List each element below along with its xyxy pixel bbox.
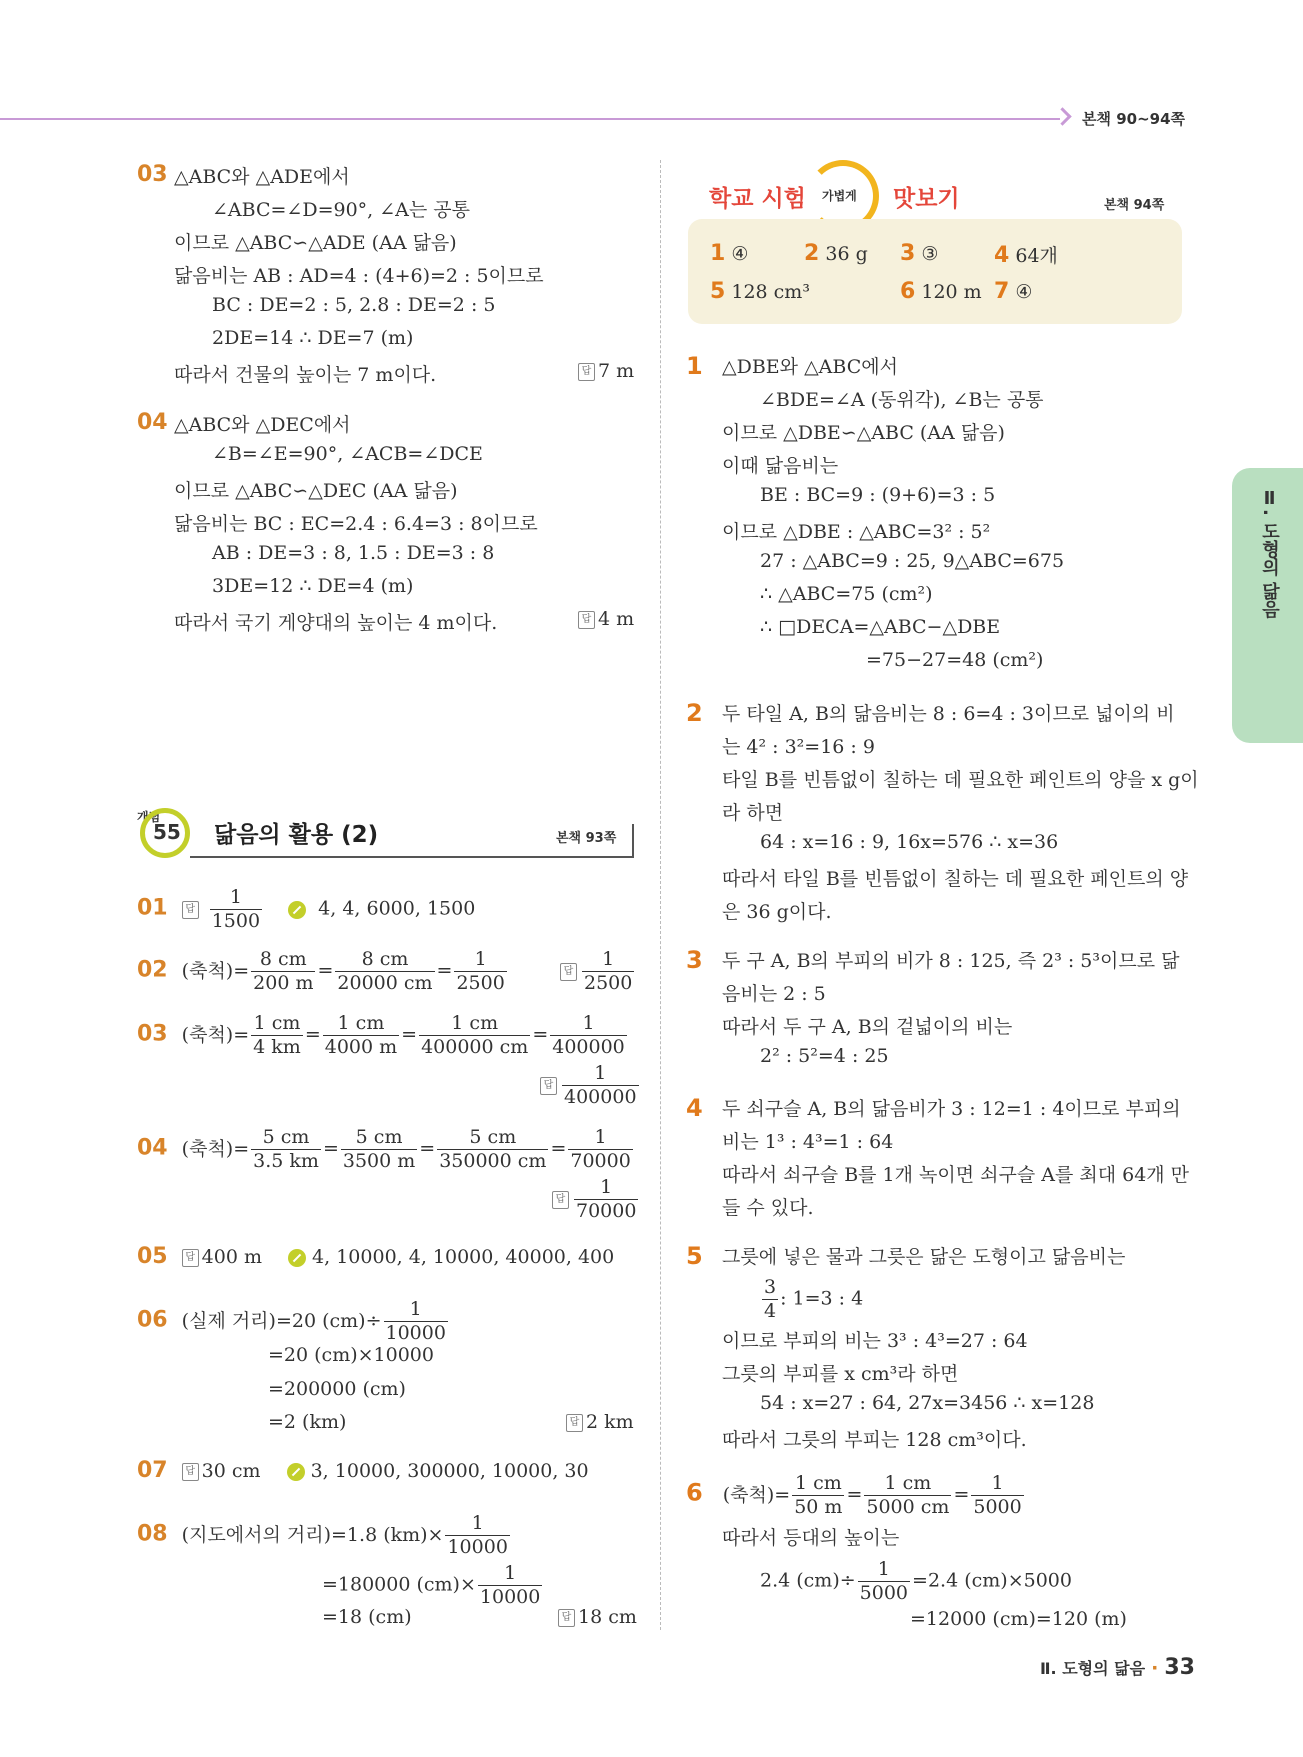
answer-icon: 답 [558,1609,575,1627]
problem-number: 01 [137,895,168,921]
answer-icon: 답 [182,1249,199,1267]
problem-number: 1 [686,352,703,380]
answer: 답 2 km [566,1411,634,1433]
answer-icon: 답 [182,901,199,919]
answer-icon: 답 [578,611,595,629]
question-07: 07 답 30 cm 3, 10000, 300000, 10000, 30 [137,1458,589,1483]
problem-number: 2 [686,699,703,727]
text-line: △ABC와 △ADE에서 [174,166,350,188]
answer: 답 $\frac{1}{2500}$ [560,950,636,993]
text-line: 따라서 건물의 높이는 7 m이다. [174,364,437,386]
problem-number: 06 [137,1307,168,1333]
question-03: 03 (축척)= $\frac{1 cm}{4 km}$ = $\frac{1 cm}{4000 m}$ = $\frac{1 cm}{400000 cm}$ = $\frac{1}{400000}$ [137,1012,625,1058]
question-02: 02 (축척)= $\frac{8 cm}{200 m}$ = $\frac{8 cm}{20000 cm}$ = $\frac{1}{2500}$ [137,948,505,994]
hint-text: 4, 4, 6000, 1500 [318,897,476,920]
section-bracket [632,824,634,858]
problem-number: 08 [137,1521,168,1547]
problem-number: 03 [137,1021,168,1047]
problem-number: 6 [686,1478,703,1507]
chevron-right-icon [1053,107,1071,125]
column-divider [660,160,661,1630]
answer-icon: 답 [182,1463,199,1481]
header-rule [0,118,1060,120]
text-line: 2DE=14 ∴ DE=7 (m) [212,327,414,349]
text-line: 따라서 국기 게양대의 높이는 4 m이다. [174,612,498,634]
answer: 답 $\frac{1}{70000}$ [552,1178,640,1221]
text-line: 닮음비는 BC : EC=2.4 : 6.4=3 : 8이므로 [174,513,538,535]
answer-icon: 답 [560,963,577,981]
side-tab-label: Ⅱ. 도형의 닮음 [1259,488,1280,619]
footer-bullet: · [1151,1657,1159,1679]
text-line: AB : DE=3 : 8, 1.5 : DE=3 : 8 [212,542,495,564]
pencil-icon [288,901,306,919]
quiz-title-b: 가볍게 [822,189,857,203]
text-line: ∠ABC=∠D=90°, ∠A는 공통 [212,199,470,221]
problem-number: 05 [137,1244,168,1269]
quiz-title-c: 맛보기 [893,186,960,212]
pencil-icon [287,1463,305,1481]
text-line: 이므로 △ABC∽△DEC (AA 닮음) [174,480,458,502]
problem-number: 07 [137,1458,168,1483]
question-01 [137,888,475,931]
section-number: 55 [153,820,181,844]
question-05: 05 답 400 m 4, 10000, 4, 10000, 40000, 400 [137,1244,615,1269]
text-line: 닮음비는 AB : AD=4 : (4+6)=2 : 5이므로 [174,265,544,287]
text-line: 3DE=12 ∴ DE=4 (m) [212,575,414,597]
pencil-icon [288,1249,306,1267]
footer [1040,1655,1195,1680]
section-label: 개념 [137,810,161,824]
text-line: △ABC와 △DEC에서 [174,414,351,436]
section-underline [190,856,632,858]
problem-number: 03 [137,162,168,187]
answer-icon: 답 [540,1077,557,1095]
answer-box: 1 ④ 2 36 g 3 ③ 4 64개 5 128 cm³ 6 120 m 7 ④ [688,219,1182,324]
section-title: 닮음의 활용 (2) [214,822,379,848]
problem-number: 04 [137,410,168,435]
problem-number: 02 [137,957,168,983]
question-04: 04 (축척)= $\frac{5 cm}{3.5 km}$ = $\frac{5 cm}{3500 m}$ = $\frac{5 cm}{350000 cm}$ = $\frac{1}{70000}$ [137,1126,631,1172]
answer-icon: 답 [578,363,595,381]
answer: 답 18 cm [558,1606,637,1628]
answer-icon: 답 [552,1191,569,1209]
problem-number: 5 [686,1242,703,1270]
problem-number: 3 [686,946,703,974]
problem-number: 4 [686,1094,703,1122]
answer: 답 $\frac{1}{400000}$ [540,1064,641,1107]
answer: 답 7 m [578,360,634,382]
quiz-ref: 본책 94쪽 [1104,198,1165,213]
problem-number: 04 [137,1135,168,1161]
page-number: 33 [1164,1655,1195,1680]
quiz-title-a: 학교 시험 [709,186,806,212]
fraction: $\frac{1}{1500}$ [211,886,261,932]
text-line: 이므로 △ABC∽△ADE (AA 닮음) [174,232,457,254]
text-line: ∠B=∠E=90°, ∠ACB=∠DCE [212,443,483,465]
header-ref: 본책 90~94쪽 [1082,110,1186,128]
answer: 답 4 m [578,608,634,630]
side-tab[interactable] [1232,468,1303,743]
text-line: BC : DE=2 : 5, 2.8 : DE=2 : 5 [212,294,496,316]
section-ref: 본책 93쪽 [556,831,617,846]
footer-chapter: Ⅱ. 도형의 닮음 [1040,1659,1146,1678]
answer-icon: 답 [566,1414,583,1432]
